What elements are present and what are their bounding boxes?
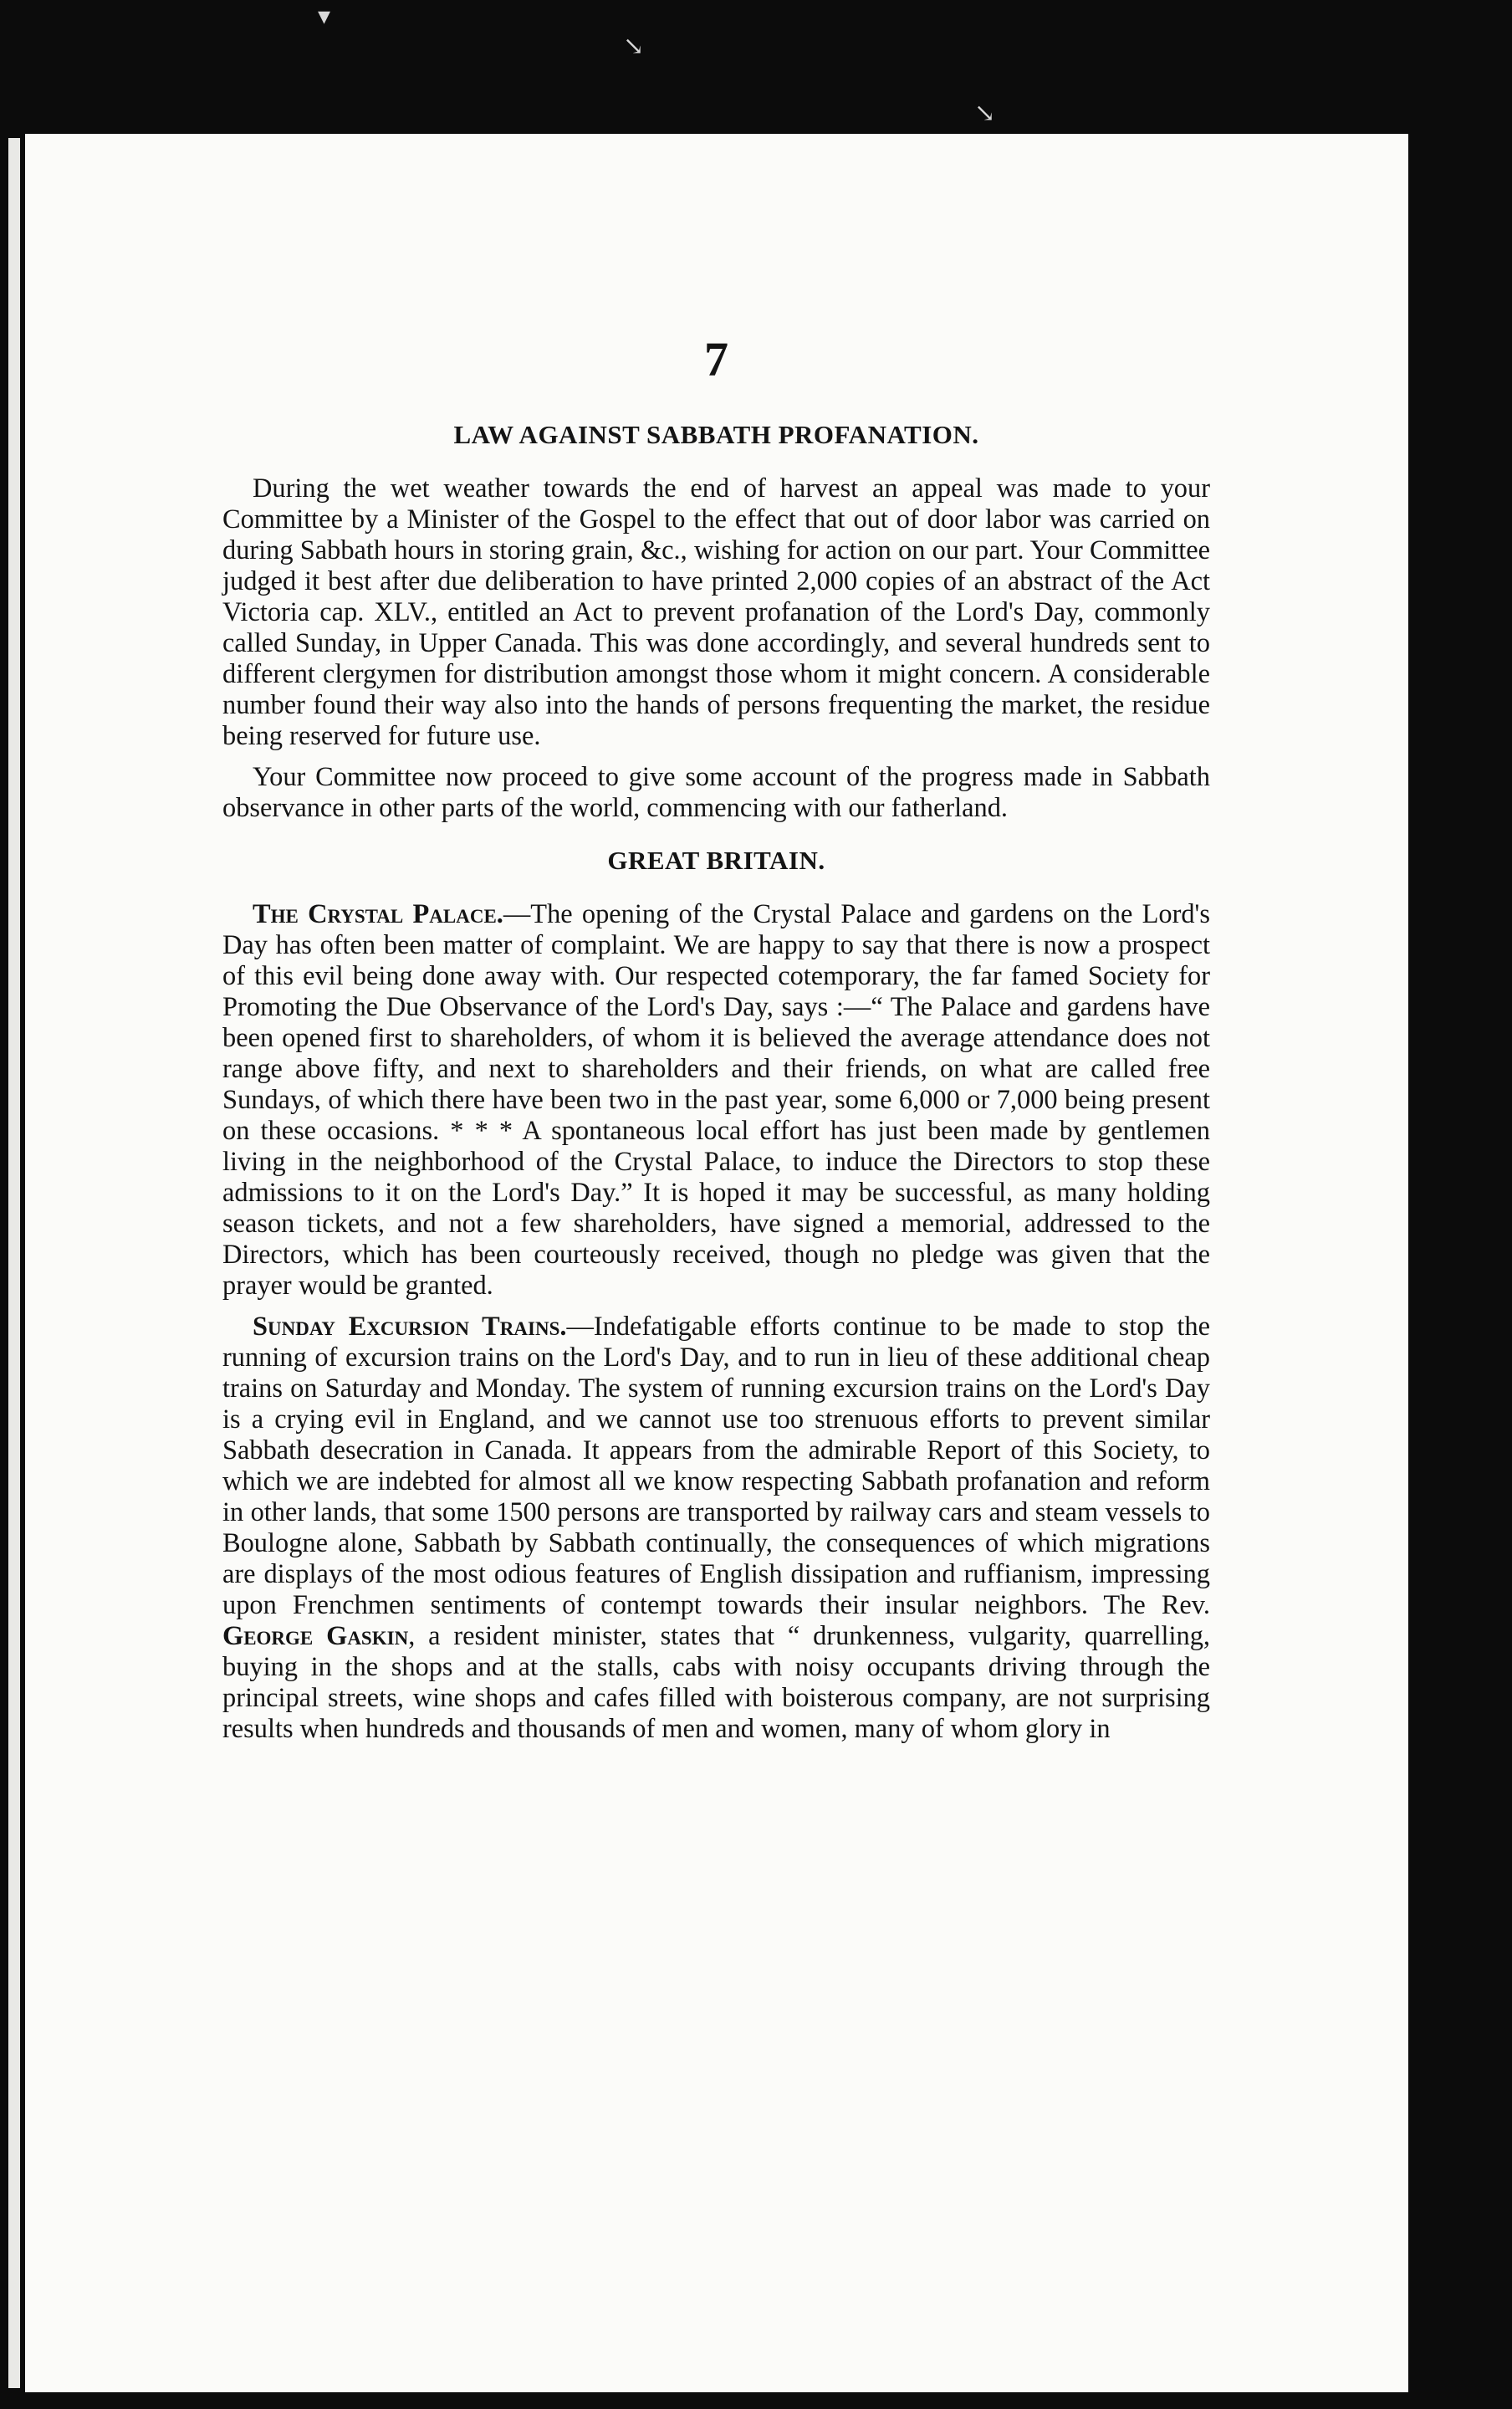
page-number: 7 <box>704 332 728 386</box>
paragraph-text: , a resident minister, states that “ drunkenness, vulgarity, quarrelling, buying in the shops and at the stalls, cabs with noisy occupants driving through the principal streets, wine shops and cafes filled with boisterous company, are not surprising results when hundreds and thousands of men and women, many of whom glory in <box>222 1621 1210 1744</box>
paragraph: Your Committee now proceed to give some account of the progress made in Sabbath observance in other parts of the world, commencing with our fatherland. <box>222 762 1210 823</box>
run-in-heading: Sunday Excursion Trains. <box>253 1312 567 1342</box>
section-heading-great-britain: GREAT BRITAIN. <box>607 846 825 875</box>
scan-speck-mark: ↘ <box>623 33 645 60</box>
paragraph-excursion-trains <box>222 1312 1210 1745</box>
left-page-edge <box>8 138 20 2388</box>
scan-speck-mark: ▾ <box>318 3 331 30</box>
paragraph: During the wet weather towards the end of harvest an appeal was made to your Committee by a Minister of the Gospel to the effect that out of door labor was carried on during Sabbath hours in storing grain, &c., wishing for action on our part. Your Committee judged it best after due deliberation to have printed 2,000 copies of an abstract of the Act Victoria cap. XLV., entitled an Act to prevent profanation of the Lord's Day, commonly called Sunday, in Upper Canada. This was done accordingly, and several hundreds sent to different clergymen for distribution amongst those whom it might concern. A considerable number found their way also into the hands of persons frequenting the market, the residue being reserved for future use. <box>222 473 1210 751</box>
paragraph-text: —The opening of the Crystal Palace and gardens on the Lord's Day has often been matter of complaint. We are happy to say that there is now a prospect of this evil being done away with. Our respected cotemporary, the far famed Society for Promoting the Due Observance of the Lord's Day, says :—“ The Palace and gardens have been opened first to shareholders, of whom it is believed the average attendance does not range above fifty, and next to shareholders and their friends, on what are called free Sundays, of which there have been two in the past year, some 6,000 or 7,000 being present on these occasions. * * * A spontaneous local effort has just been made by gentlemen living in the neighborhood of the Crystal Palace, to induce the Directors to stop these admissions to it on the Lord's Day.” It is hoped it may be successful, as many holding season tickets, and not a few shareholders, have signed a memorial, addressed to the Directors, which has been courteously received, though no pledge was given that the prayer would be granted. <box>222 899 1210 1301</box>
section-heading-law: LAW AGAINST SABBATH PROFANATION. <box>453 420 979 449</box>
run-in-heading: The Crystal Palace. <box>253 899 503 929</box>
book-page <box>25 134 1408 2392</box>
paragraph-crystal-palace <box>222 899 1210 1302</box>
page-content <box>222 326 1210 1755</box>
paragraph-text: —Indefatigable efforts continue to be made to stop the running of excursion trains on the Lord's Day, and to run in lieu of these additional cheap trains on Saturday and Monday. The system of running excursion trains on the Lord's Day is a crying evil in England, and we cannot use too strenuous efforts to prevent similar Sabbath desecration in Canada. It appears from the admirable Report of this Society, to which we are indebted for almost all we know respecting Sabbath profanation and reform in other lands, that some 1500 persons are transported by railway cars and steam vessels to Boulogne alone, Sabbath by Sabbath continually, the consequences of which migrations are displays of the most odious features of English dissipation and ruffianism, impressing upon Frenchmen sentiments of contempt towards their insular neighbors. The Rev. <box>222 1312 1210 1620</box>
scan-speck-mark: ↘ <box>974 100 996 127</box>
person-name: George Gaskin <box>222 1621 409 1651</box>
